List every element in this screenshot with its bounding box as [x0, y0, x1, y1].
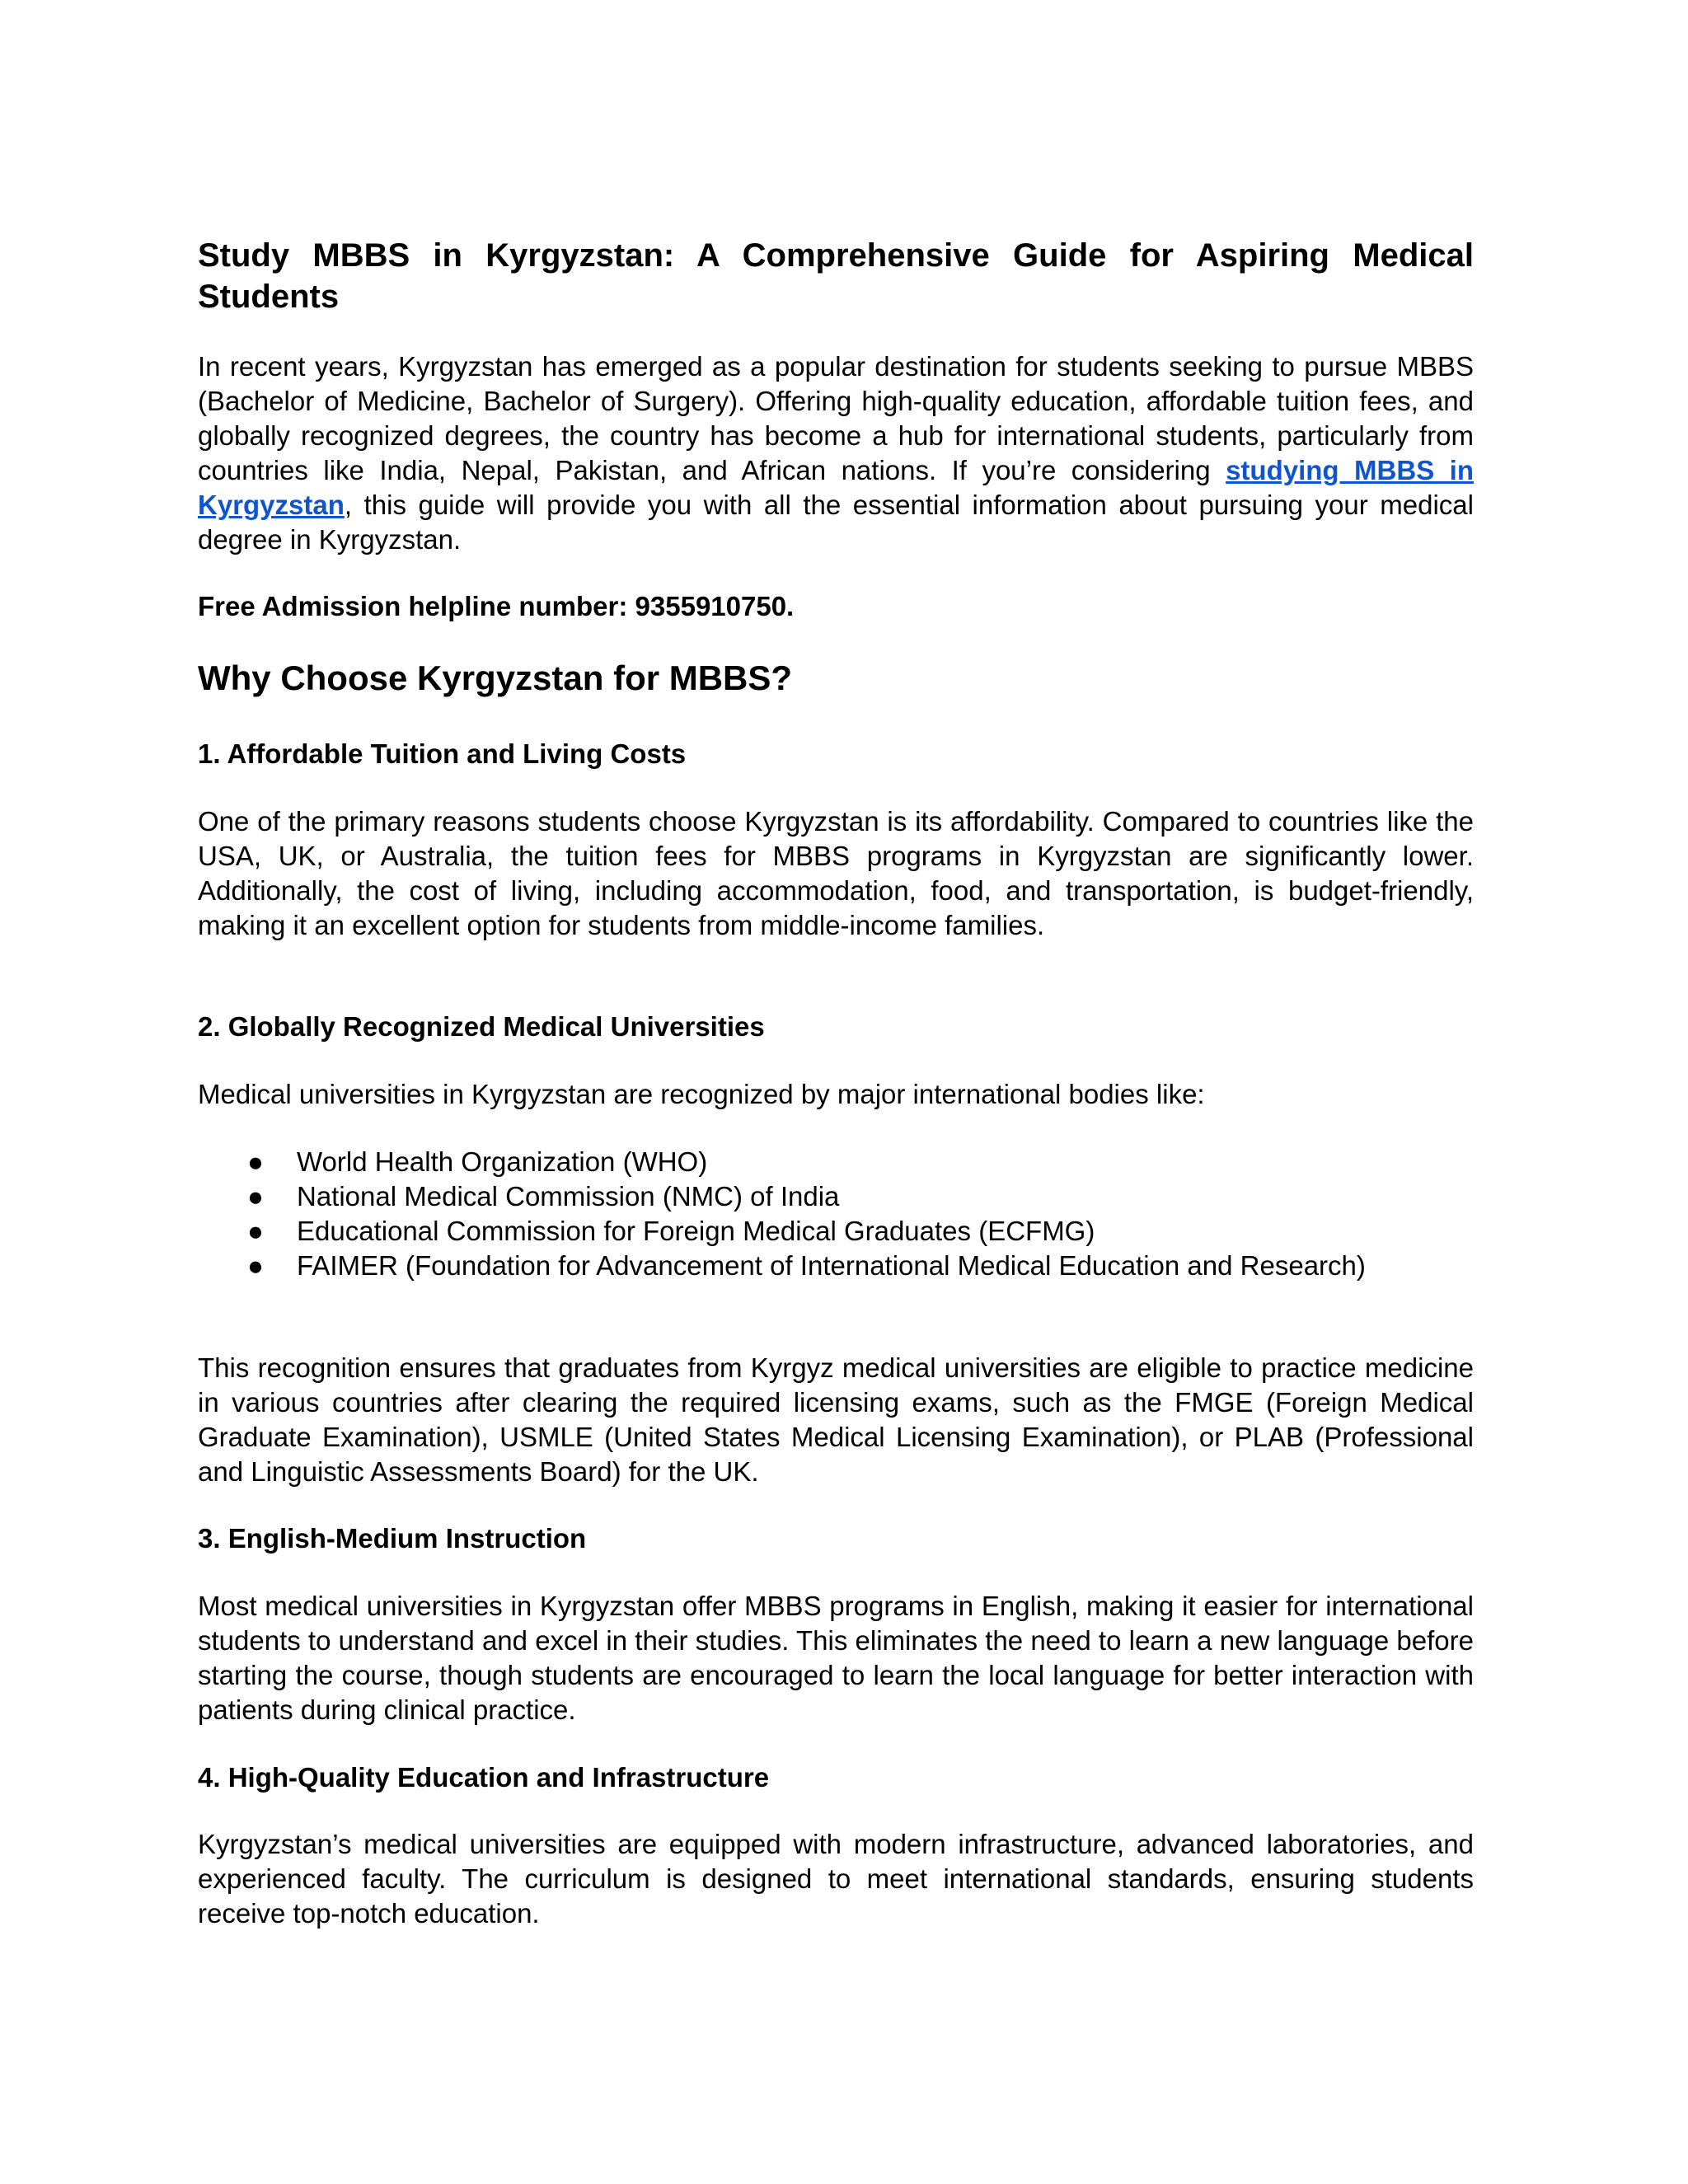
section-heading-1: 1. Affordable Tuition and Living Costs — [198, 738, 687, 769]
list-item — [198, 1214, 1474, 1249]
section-text-2: Medical universities in Kyrgyzstan are recognized by major international bodies like: — [198, 1079, 1205, 1109]
bullet-icon: ● — [247, 1181, 264, 1212]
list-item-text: Educational Commission for Foreign Medical Graduates (ECFMG) — [297, 1216, 1095, 1246]
list-item-text: National Medical Commission (NMC) of India — [297, 1181, 840, 1212]
bullet-icon: ● — [247, 1146, 264, 1177]
bullet-icon: ● — [247, 1216, 264, 1246]
bullet-icon: ● — [247, 1250, 264, 1281]
intro-text: In recent years, Kyrgyzstan has emerged as a popular destination for students seeking to pursue MBBS (Bachelor of Medicine, Bachelor of Surgery). Offering high-quality education, affordable tuition fees, and globally recognized degrees, the country has become a hub for international students, particularly from countries like India, Nepal, Pakistan, and African nations. If you’re considering — [198, 351, 1474, 485]
intro-paragraph — [198, 349, 1474, 557]
section-text-4: Kyrgyzstan’s medical universities are equipped with modern infrastructure, advanced laboratories, and experienced faculty. The curriculum is designed to meet international standards, ensuring students receive top-notch education. — [198, 1829, 1474, 1929]
list-item — [198, 1249, 1474, 1283]
list-item-text: World Health Organization (WHO) — [297, 1146, 708, 1177]
section-text-3: Most medical universities in Kyrgyzstan offer MBBS programs in English, making it easier for international students to understand and excel in their studies. This eliminates the need to learn a new language before starting the course, though students are encouraged to learn the local language for better interaction with patients during clinical practice. — [198, 1591, 1474, 1725]
section-text-1: One of the primary reasons students choose Kyrgyzstan is its affordability. Compared to countries like the USA, UK, or Australia, the tuition fees for MBBS programs in Kyrgyzstan are significantly lower. Additionally, the cost of living, including accommodation, food, and transportation, is budget-friendly, making it an excellent option for students from middle-income families. — [198, 806, 1474, 940]
list-item — [198, 1179, 1474, 1214]
section-heading-3: 3. English-Medium Instruction — [198, 1523, 587, 1554]
document-title: Study MBBS in Kyrgyzstan: A Comprehensive Guide for Aspiring Medical Students — [198, 237, 1474, 315]
section-text-2-after: This recognition ensures that graduates from Kyrgyz medical universities are eligible to practice medicine in various countries after clearing the required licensing exams, such as the FMGE (Foreign Medical Graduate Examination), USMLE (United States Medical Licensing Examination), or PLAB (Professional and Linguistic Assessments Board) for the UK. — [198, 1352, 1474, 1487]
helpline-text: Free Admission helpline number: 9355910750. — [198, 591, 795, 621]
recognition-list — [198, 1145, 1474, 1283]
why-heading: Why Choose Kyrgyzstan for MBBS? — [198, 658, 793, 697]
list-item-text: FAIMER (Foundation for Advancement of International Medical Education and Research) — [297, 1250, 1366, 1281]
intro-text-end: , this guide will provide you with all the essential information about pursuing your medical degree in Kyrgyzstan. — [198, 490, 1474, 555]
section-heading-2: 2. Globally Recognized Medical Universities — [198, 1011, 765, 1042]
list-item — [198, 1145, 1474, 1179]
section-heading-4: 4. High-Quality Education and Infrastructure — [198, 1762, 770, 1793]
studying-mbbs-link[interactable]: studying MBBS in Kyrgyzstan — [198, 455, 1475, 520]
